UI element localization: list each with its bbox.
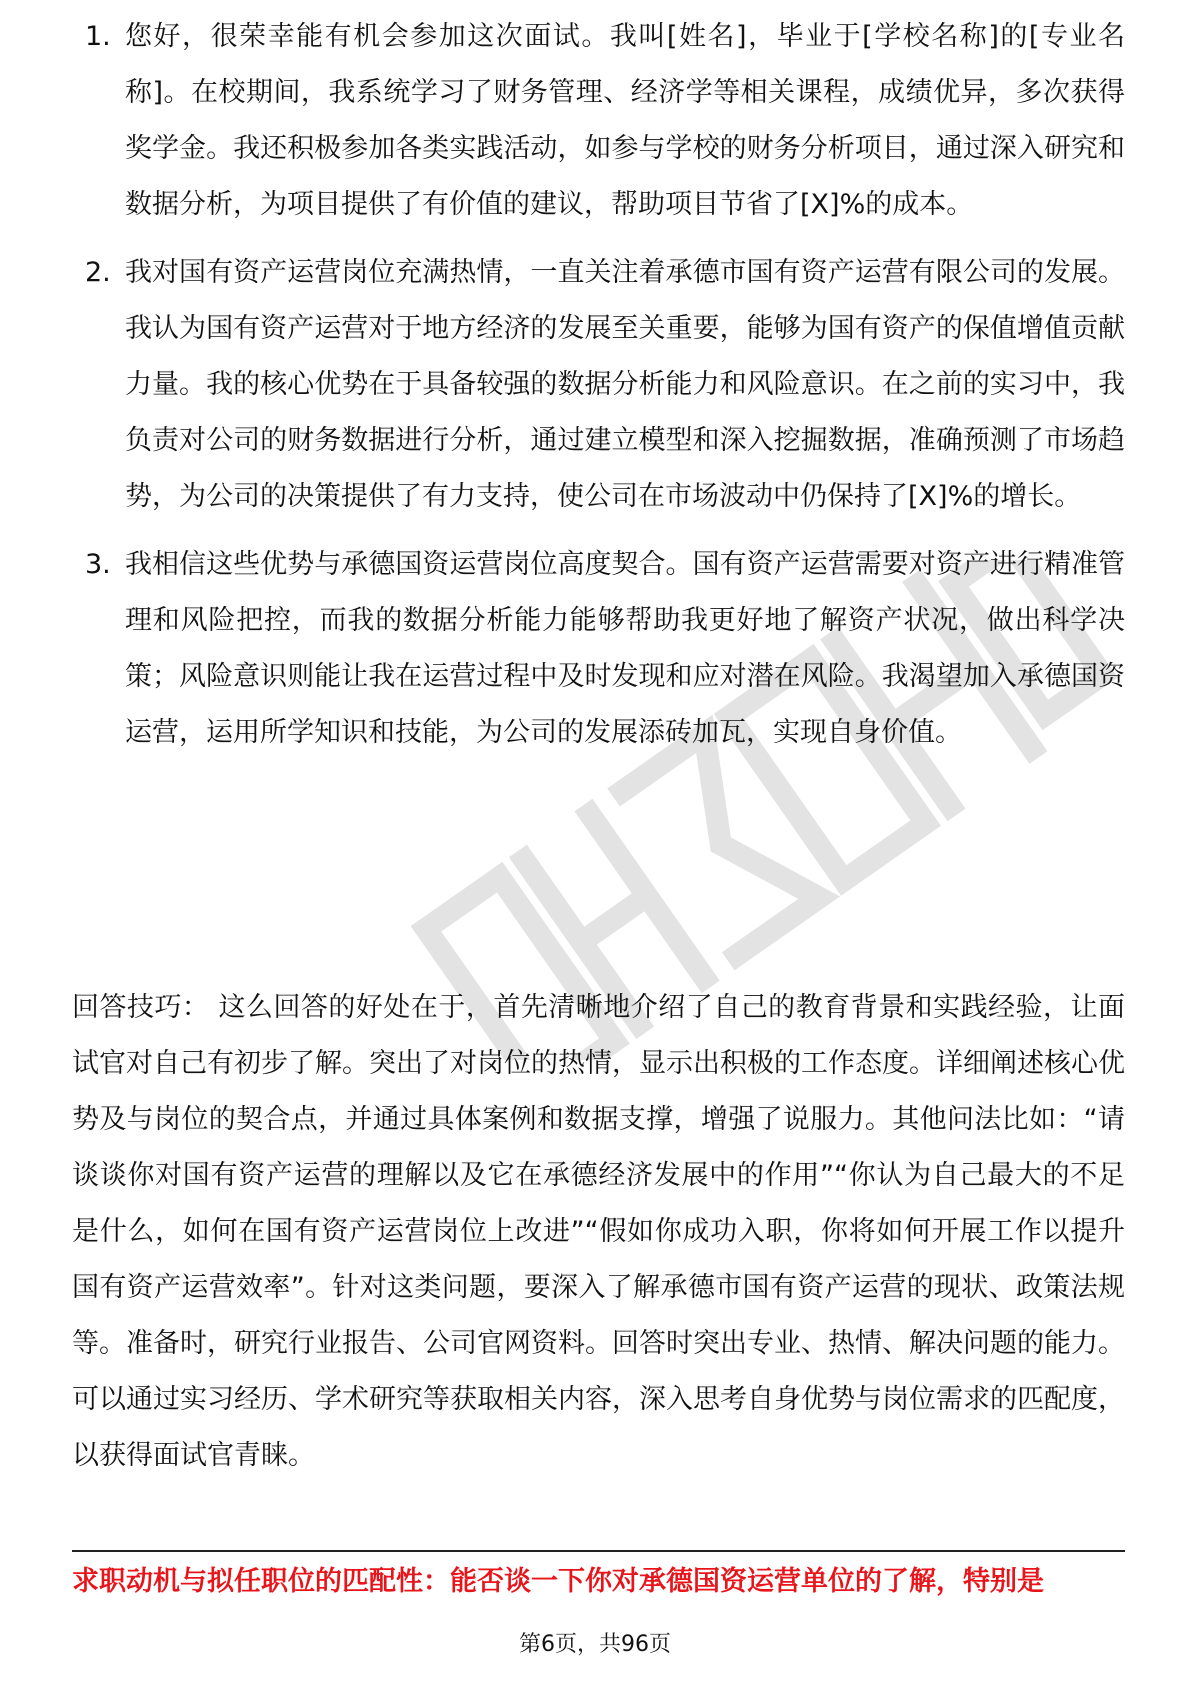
section-divider [72,1550,1125,1552]
page-footer: 第6页，共96页 [519,1632,671,1657]
list-item-text: 您好，很荣幸能有机会参加这次面试。我叫[姓名]，毕业于[学校名称]的[专业名称]。在校期间，我系统学习了财务管理、经济学等相关课程，成绩优异，多次获得奖学金。我还积极参加各类实践活动，如参与学校的财务分析项目，通过深入研究和数据分析，为项目提供了有价值的建议，帮助项目节省了[X]%的成本。 [125,21,1125,220]
answer-tip: 回答技巧： 这么回答的好处在于，首先清晰地介绍了自己的教育背景和实践经验，让面试官对自己有初步了解。突出了对岗位的热情，显示出积极的工作态度。详细阐述核心优势及与岗位的契合点，并通过具体案例和数据支撑，增强了说服力。其他问法比如：“请谈谈你对国有资产运营的理解以及它在承德经济发展中的作用”“你认为自己最大的不足是什么，如何在国有资产运营岗位上改进”“假如你成功入职，你将如何开展工作以提升国有资产运营效率”。针对这类问题，要深入了解承德市国有资产运营的现状、政策法规等。准备时，研究行业报告、公司官网资料。回答时突出专业、热情、解决问题的能力。可以通过实习经历、学术研究等获取相关内容，深入思考自身优势与岗位需求的匹配度，以获得面试官青睐。 [72,992,1125,1471]
list-item-text: 我相信这些优势与承德国资运营岗位高度契合。国有资产运营需要对资产进行精准管理和风险把控，而我的数据分析能力能够帮助我更好地了解资产状况，做出科学决策；风险意识则能让我在运营过程中及时发现和应对潜在风险。我渴望加入承德国资运营，运用所学知识和技能，为公司的发展添砖加瓦，实现自身价值。 [125,549,1125,748]
list-item-text: 我对国有资产运营岗位充满热情，一直关注着承德市国有资产运营有限公司的发展。我认为国有资产运营对于地方经济的发展至关重要，能够为国有资产的保值增值贡献力量。我的核心优势在于具备较强的数据分析能力和风险意识。在之前的实习中，我负责对公司的财务数据进行分析，通过建立模型和深入挖掘数据，准确预测了市场趋势，为公司的决策提供了有力支持，使公司在市场波动中仍保持了[X]%的增长。 [125,257,1125,512]
list-item-1 [85,9,1125,233]
list-number: 1. [85,21,111,52]
answer-list [85,21,1125,773]
next-question-heading: 求职动机与拟任职位的匹配性：能否谈一下你对承德国资运营单位的了解，特别是 [72,1566,1044,1597]
list-item-2 [85,245,1125,525]
list-item-3 [85,537,1125,761]
list-number: 2. [85,257,111,288]
list-number: 3. [85,549,111,580]
